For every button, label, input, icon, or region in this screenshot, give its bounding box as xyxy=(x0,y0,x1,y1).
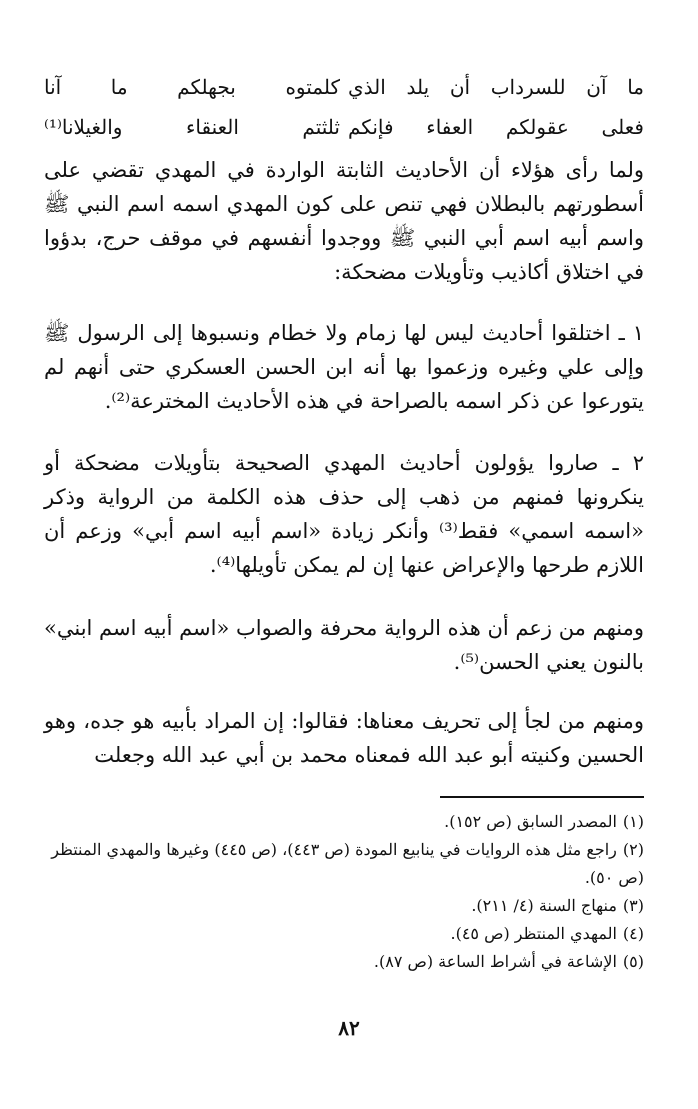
footnote-5 xyxy=(44,948,644,976)
footnote-number: (٤) xyxy=(622,924,644,943)
footnote-2 xyxy=(44,836,644,892)
footnote-4 xyxy=(44,920,644,948)
poem-verse-1 xyxy=(44,70,644,104)
footnote-text: راجع مثل هذه الروايات في ينابيع المودة (ص ٤٤٣)، (ص ٤٤٥) وغيرها والمهدي المنتظر (ص ٥٠). xyxy=(51,840,644,887)
page-number: ٨٢ xyxy=(338,1016,360,1040)
footnote-1 xyxy=(44,808,644,836)
footnote-number: (٥) xyxy=(622,952,644,971)
paragraph-2: ١ ـ اختلقوا أحاديث ليس لها زمام ولا خطام ونسبوها إلى الرسول ﷺ وإلى علي وغيره وزعموا بها أنه ابن الحسن العسكري حتى أنهم لم يتورعوا عن ذكر اسمه بالصراحة في هذه الأحاديث المخترعة⁽²⁾. xyxy=(44,321,644,413)
footnote-separator xyxy=(440,796,644,798)
verse-2-first-hemistich: فعلى عقولكم العفاء فإنكم xyxy=(348,115,644,139)
footnote-number: (١) xyxy=(622,812,644,831)
footnote-text: الإشاعة في أشراط الساعة (ص ٨٧). xyxy=(373,952,617,971)
paragraph-4: ومنهم من زعم أن هذه الرواية محرفة والصواب «اسم أبيه اسم ابني» بالنون يعني الحسن⁽⁵⁾. xyxy=(44,616,644,674)
footnote-text: المصدر السابق (ص ١٥٢). xyxy=(444,812,617,831)
paragraph-5: ومنهم من لجأ إلى تحريف معناها: فقالوا: إن المراد بأبيه هو جده، وهو الحسين وكنيته أبو عبد الله فمعناه محمد بن أبي عبد الله وجعلت xyxy=(44,709,644,767)
footnote-number: (٢) xyxy=(622,840,644,859)
footnotes xyxy=(44,808,644,976)
verse-1-second-hemistich: كلمتوه بجهلكم ما آنا xyxy=(44,75,340,99)
verse-1-first-hemistich: ما آن للسرداب أن يلد الذي xyxy=(348,75,644,99)
paragraph-1: ولما رأى هؤلاء أن الأحاديث الثابتة الواردة في المهدي تقضي على أسطورتهم بالبطلان فهي تنص على كون المهدي اسمه اسم النبي ﷺ واسم أبيه اسم أبي النبي ﷺ ووجدوا أنفسهم في موقف حرج، بدؤوا في اختلاق أكاذيب وتأويلات مضحكة: xyxy=(44,158,644,284)
poem-verse-2 xyxy=(44,110,644,144)
paragraph-3: ٢ ـ صاروا يؤولون أحاديث المهدي الصحيحة بتأويلات مضحكة أو ينكرونها فمنهم من ذهب إلى حذف هذه الكلمة من الرواية وذكر «اسمه اسمي» فقط⁽³⁾ وأنكر زيادة «اسم أبيه اسم أبي» وزعم أن اللازم طرحها والإعراض عنها إن لم يمكن تأويلها⁽⁴⁾. xyxy=(44,451,644,577)
footnote-number: (٣) xyxy=(622,896,644,915)
footnote-3 xyxy=(44,892,644,920)
footnote-text: منهاج السنة (٤/ ٢١١). xyxy=(471,896,617,915)
verse-2-second-hemistich: ثلثتم العنقاء والغيلانا⁽¹⁾ xyxy=(44,115,340,139)
footnote-text: المهدي المنتظر (ص ٤٥). xyxy=(450,924,617,943)
